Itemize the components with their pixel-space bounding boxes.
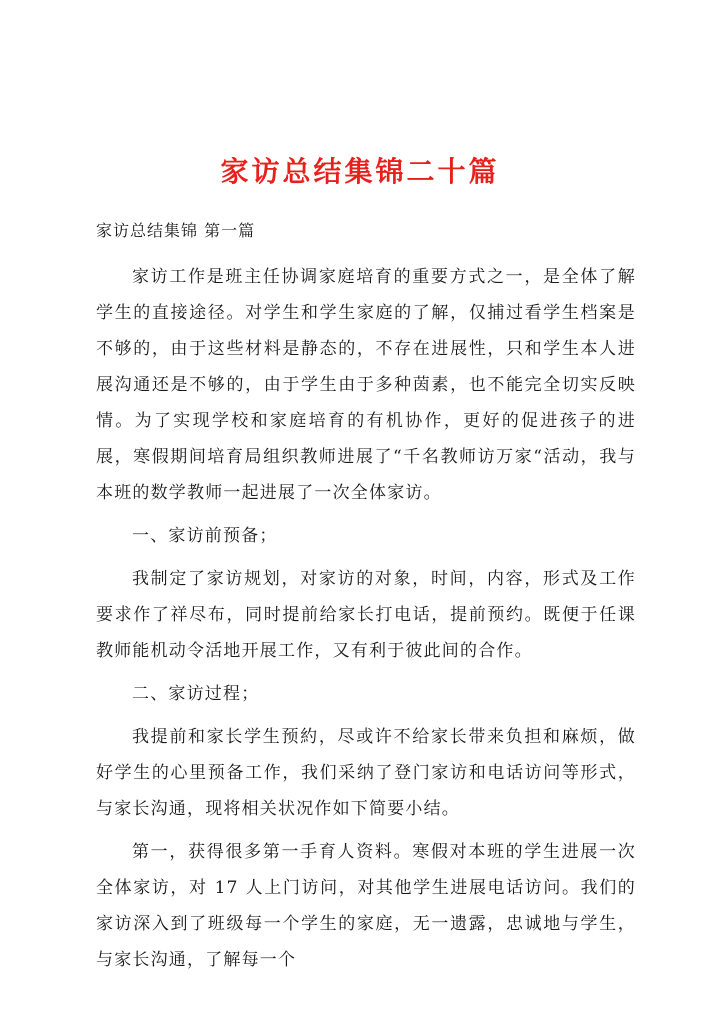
paragraph-first-point: 第一，获得很多第一手育人资料。寒假对本班的学生进展一次全体家访，对 17 人上门访问，对其他学生进展电话访问。我们的家访深入到了班级每一个学生的家庭，无一遗露，忠诚地与学生，与家长沟通，了解每一个: [96, 842, 636, 970]
paragraph-heading-preparation: 一、家访前预备；: [132, 526, 278, 546]
paragraph-intro: 家访工作是班主任协调家庭培育的重要方式之一，是全体了解学生的直接途径。对学生和学生家庭的了解，仅捕过看学生档案是不够的，由于这些材料是静态的，不存在进展性，只和学生本人进展沟通还是不够的，由于学生由于多种茵素，也不能完全切实反映情。为了实现学校和家庭培育的有机协作，更好的促进孩子的进展，寒假期间培育局组织教师进展了“千名教师访万家“活动，我与本班的数学教师一起进展了一次全体家访。: [96, 267, 636, 503]
paragraph-heading-process: 二、家访过程；: [132, 684, 260, 704]
section-heading: 家访总结集锦 第一篇: [96, 221, 256, 240]
document-title: 家访总结集锦二十篇: [220, 155, 500, 188]
document-body: [96, 219, 636, 985]
paragraph-preparation: 我制定了家访规划，对家访的对象，时间，内容，形式及工作要求作了祥尽布，同时提前给家长打电话，提前预约。既便于任课教师能机动令活地开展工作，又有利于彼此间的合作。: [96, 569, 636, 661]
paragraph-process: 我提前和家长学生预約，尽或许不给家长带来负担和麻烦，做好学生的心里预备工作，我们采纳了登门家访和电话访问等形式，与家长沟通，现将相关状况作如下简要小结。: [96, 727, 636, 819]
